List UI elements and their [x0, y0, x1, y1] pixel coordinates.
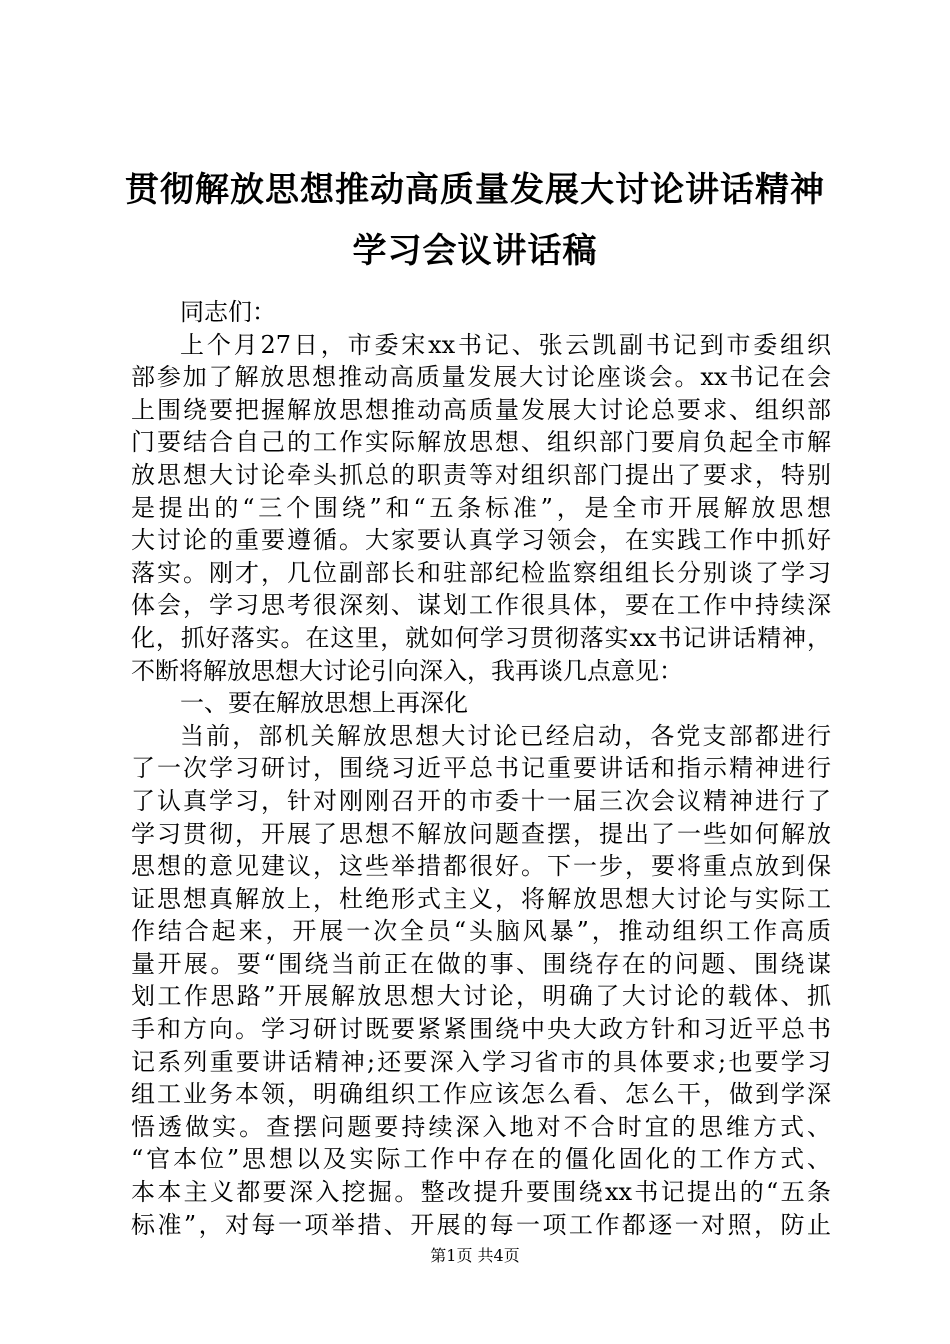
paragraph-line: 上个月27日，市委宋xx书记、张云凯副书记到市委组织 [180, 330, 831, 359]
paragraph-line: 组工业务本领，明确组织工作应该怎么看、怎么干，做到学深 [131, 1080, 831, 1109]
salutation: 同志们： [180, 298, 276, 326]
paragraph-line: 本本主义都要深入挖掘。整改提升要围绕xx书记提出的“五条 [131, 1178, 831, 1207]
paragraph-line: 作结合起来，开展一次全员“头脑风暴”，推动组织工作高质 [131, 917, 831, 946]
paragraph-line: 学习贯彻，开展了思想不解放问题查摆，提出了一些如何解放 [131, 819, 831, 848]
document-title-line-2: 学习会议讲话稿 [352, 231, 598, 271]
section-1-heading: 一、要在解放思想上再深化 [180, 689, 468, 718]
paragraph-line: 划工作思路”开展解放思想大讨论，明确了大讨论的载体、抓 [131, 982, 831, 1011]
paragraph-line: 部参加了解放思想推动高质量发展大讨论座谈会。xx书记在会 [131, 363, 831, 392]
document-title-line-1: 贯彻解放思想推动高质量发展大讨论讲话精神 [125, 170, 825, 210]
paragraph-1 [131, 329, 831, 688]
paragraph-line: 体会，学习思考很深刻、谋划工作很具体，要在工作中持续深 [131, 591, 831, 620]
paragraph-line: 悟透做实。查摆问题要持续深入地对不合时宜的思维方式、 [131, 1112, 831, 1141]
paragraph-line: 标准”，对每一项举措、开展的每一项工作都逐一对照，防止 [131, 1210, 831, 1239]
paragraph-line: 手和方向。学习研讨既要紧紧围绕中央大政方针和习近平总书 [131, 1015, 831, 1044]
paragraph-line: 记系列重要讲话精神;还要深入学习省市的具体要求;也要学习 [131, 1047, 831, 1076]
paragraph-line: 证思想真解放上，杜绝形式主义，将解放思想大讨论与实际工 [131, 884, 831, 913]
paragraph-line: 了一次学习研讨，围绕习近平总书记重要讲话和指示精神进行 [131, 754, 831, 783]
paragraph-line: 上围绕要把握解放思想推动高质量发展大讨论总要求、组织部 [131, 395, 831, 424]
paragraph-line: 大讨论的重要遵循。大家要认真学习领会，在实践工作中抓好 [131, 526, 831, 555]
document-body [131, 296, 831, 1241]
paragraph-line: 落实。刚才，几位副部长和驻部纪检监察组组长分别谈了学习 [131, 558, 831, 587]
paragraph-line: 当前，部机关解放思想大讨论已经启动，各党支部都进行 [180, 721, 831, 750]
paragraph-line: 不断将解放思想大讨论引向深入，我再谈几点意见： [131, 656, 683, 685]
paragraph-line: 了认真学习，针对刚刚召开的市委十一届三次会议精神进行了 [131, 786, 831, 815]
paragraph-2 [131, 720, 831, 1242]
paragraph-line: “官本位”思想以及实际工作中存在的僵化固化的工作方式、 [131, 1145, 831, 1174]
paragraph-line: 化，抓好落实。在这里，就如何学习贯彻落实xx书记讲话精神， [131, 623, 831, 652]
page-number-footer: 第1页 共4页 [430, 1246, 520, 1265]
paragraph-line: 放思想大讨论牵头抓总的职责等对组织部门提出了要求，特别 [131, 460, 831, 489]
paragraph-line: 门要结合自己的工作实际解放思想、组织部门要肩负起全市解 [131, 428, 831, 457]
paragraph-line: 量开展。要“围绕当前正在做的事、围绕存在的问题、围绕谋 [131, 949, 831, 978]
paragraph-line: 思想的意见建议，这些举措都很好。下一步，要将重点放到保 [131, 852, 831, 881]
paragraph-line: 是提出的“三个围绕”和“五条标准”，是全市开展解放思想 [131, 493, 831, 522]
